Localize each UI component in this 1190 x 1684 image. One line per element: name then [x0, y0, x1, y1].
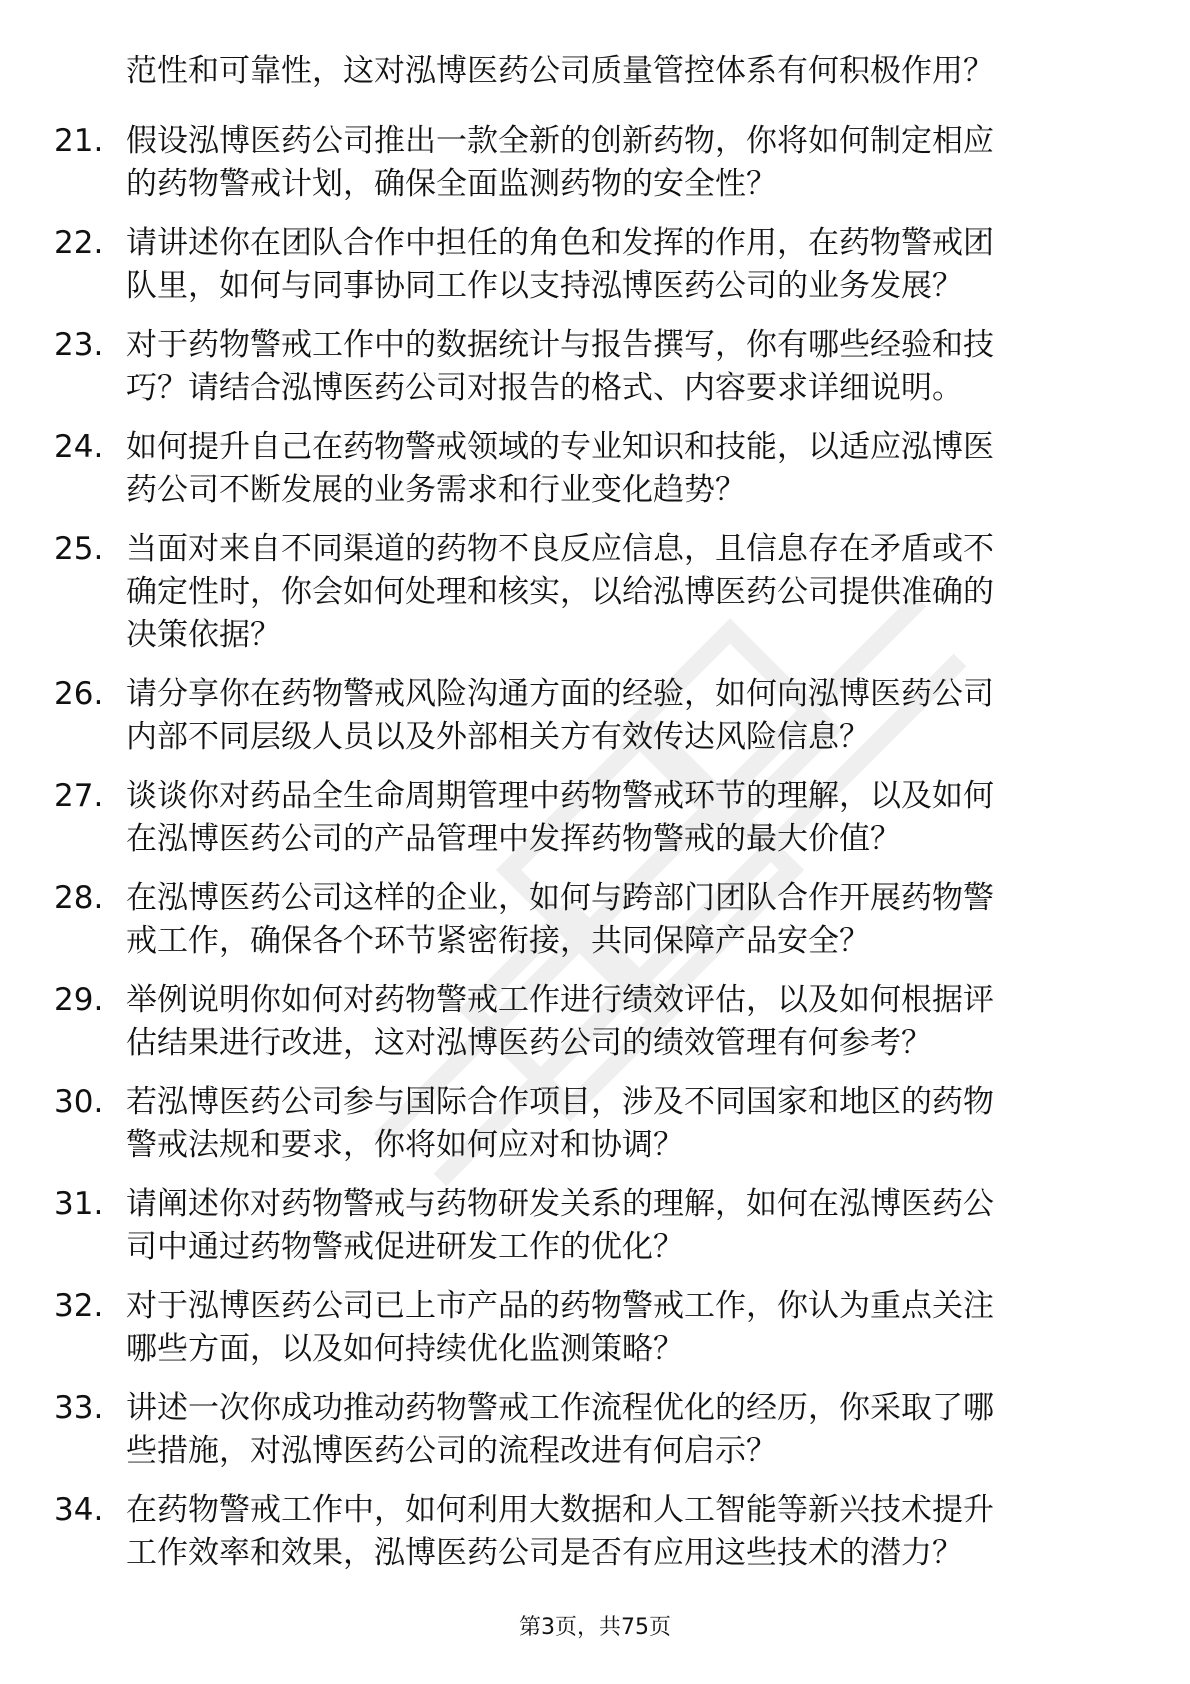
- question-item: [0, 1081, 1190, 1167]
- question-text: 请阐述你对药物警戒与药物研发关系的理解，如何在泓博医药公 司中通过药物警戒促进研发工作的优化？: [126, 1186, 994, 1265]
- question-number: 33.: [54, 1390, 104, 1426]
- question-item: [0, 1489, 1190, 1575]
- question-text: 谈谈你对药品全生命周期管理中药物警戒环节的理解，以及如何 在泓博医药公司的产品管理中发挥药物警戒的最大价值？: [126, 778, 994, 857]
- question-number: 27.: [54, 778, 104, 814]
- question-number: 24.: [54, 429, 104, 465]
- question-number: 32.: [54, 1288, 104, 1324]
- continued-question-text: 范性和可靠性，这对泓博医药公司质量管控体系有何积极作用？: [126, 53, 994, 89]
- question-number: 31.: [54, 1186, 104, 1222]
- question-list: [0, 120, 1190, 1591]
- question-item: [0, 426, 1190, 512]
- question-text: 请分享你在药物警戒风险沟通方面的经验，如何向泓博医药公司 内部不同层级人员以及外部相关方有效传达风险信息？: [126, 676, 994, 755]
- question-text: 假设泓博医药公司推出一款全新的创新药物，你将如何制定相应 的药物警戒计划，确保全面监测药物的安全性？: [126, 123, 994, 202]
- question-number: 21.: [54, 123, 104, 159]
- question-text: 请讲述你在团队合作中担任的角色和发挥的作用，在药物警戒团 队里，如何与同事协同工作以支持泓博医药公司的业务发展？: [126, 225, 994, 304]
- question-item: [0, 979, 1190, 1065]
- question-text: 举例说明你如何对药物警戒工作进行绩效评估，以及如何根据评 估结果进行改进，这对泓博医药公司的绩效管理有何参考？: [126, 982, 994, 1061]
- question-number: 28.: [54, 880, 104, 916]
- question-item: [0, 877, 1190, 963]
- question-text: 对于泓博医药公司已上市产品的药物警戒工作，你认为重点关注 哪些方面，以及如何持续优化监测策略？: [126, 1288, 994, 1367]
- question-number: 25.: [54, 531, 104, 567]
- question-item: [0, 1285, 1190, 1371]
- question-number: 23.: [54, 327, 104, 363]
- question-item: [0, 222, 1190, 308]
- question-text: 讲述一次你成功推动药物警戒工作流程优化的经历，你采取了哪 些措施，对泓博医药公司的流程改进有何启示？: [126, 1390, 994, 1469]
- question-number: 26.: [54, 676, 104, 712]
- question-item: [0, 1183, 1190, 1269]
- question-text: 在泓博医药公司这样的企业，如何与跨部门团队合作开展药物警 戒工作，确保各个环节紧密衔接，共同保障产品安全？: [126, 880, 994, 959]
- question-number: 29.: [54, 982, 104, 1018]
- question-item: [0, 120, 1190, 206]
- question-item: [0, 673, 1190, 759]
- question-item: [0, 324, 1190, 410]
- page-footer: [0, 1614, 1190, 1642]
- question-text: 当面对来自不同渠道的药物不良反应信息，且信息存在矛盾或不 确定性时，你会如何处理和核实，以给泓博医药公司提供准确的 决策依据？: [126, 531, 994, 653]
- question-number: 30.: [54, 1084, 104, 1120]
- question-text: 若泓博医药公司参与国际合作项目，涉及不同国家和地区的药物 警戒法规和要求，你将如何应对和协调？: [126, 1084, 994, 1163]
- question-number: 22.: [54, 225, 104, 261]
- question-number: 34.: [54, 1492, 104, 1528]
- question-text: 如何提升自己在药物警戒领域的专业知识和技能，以适应泓博医 药公司不断发展的业务需求和行业变化趋势？: [126, 429, 994, 508]
- question-item: [0, 1387, 1190, 1473]
- question-item: [0, 528, 1190, 657]
- question-item: [0, 775, 1190, 861]
- question-text: 对于药物警戒工作中的数据统计与报告撰写，你有哪些经验和技 巧？请结合泓博医药公司对报告的格式、内容要求详细说明。: [126, 327, 994, 406]
- question-text: 在药物警戒工作中，如何利用大数据和人工智能等新兴技术提升 工作效率和效果，泓博医药公司是否有应用这些技术的潜力？: [126, 1492, 994, 1571]
- page-number-label: 第3页，共75页: [519, 1615, 671, 1640]
